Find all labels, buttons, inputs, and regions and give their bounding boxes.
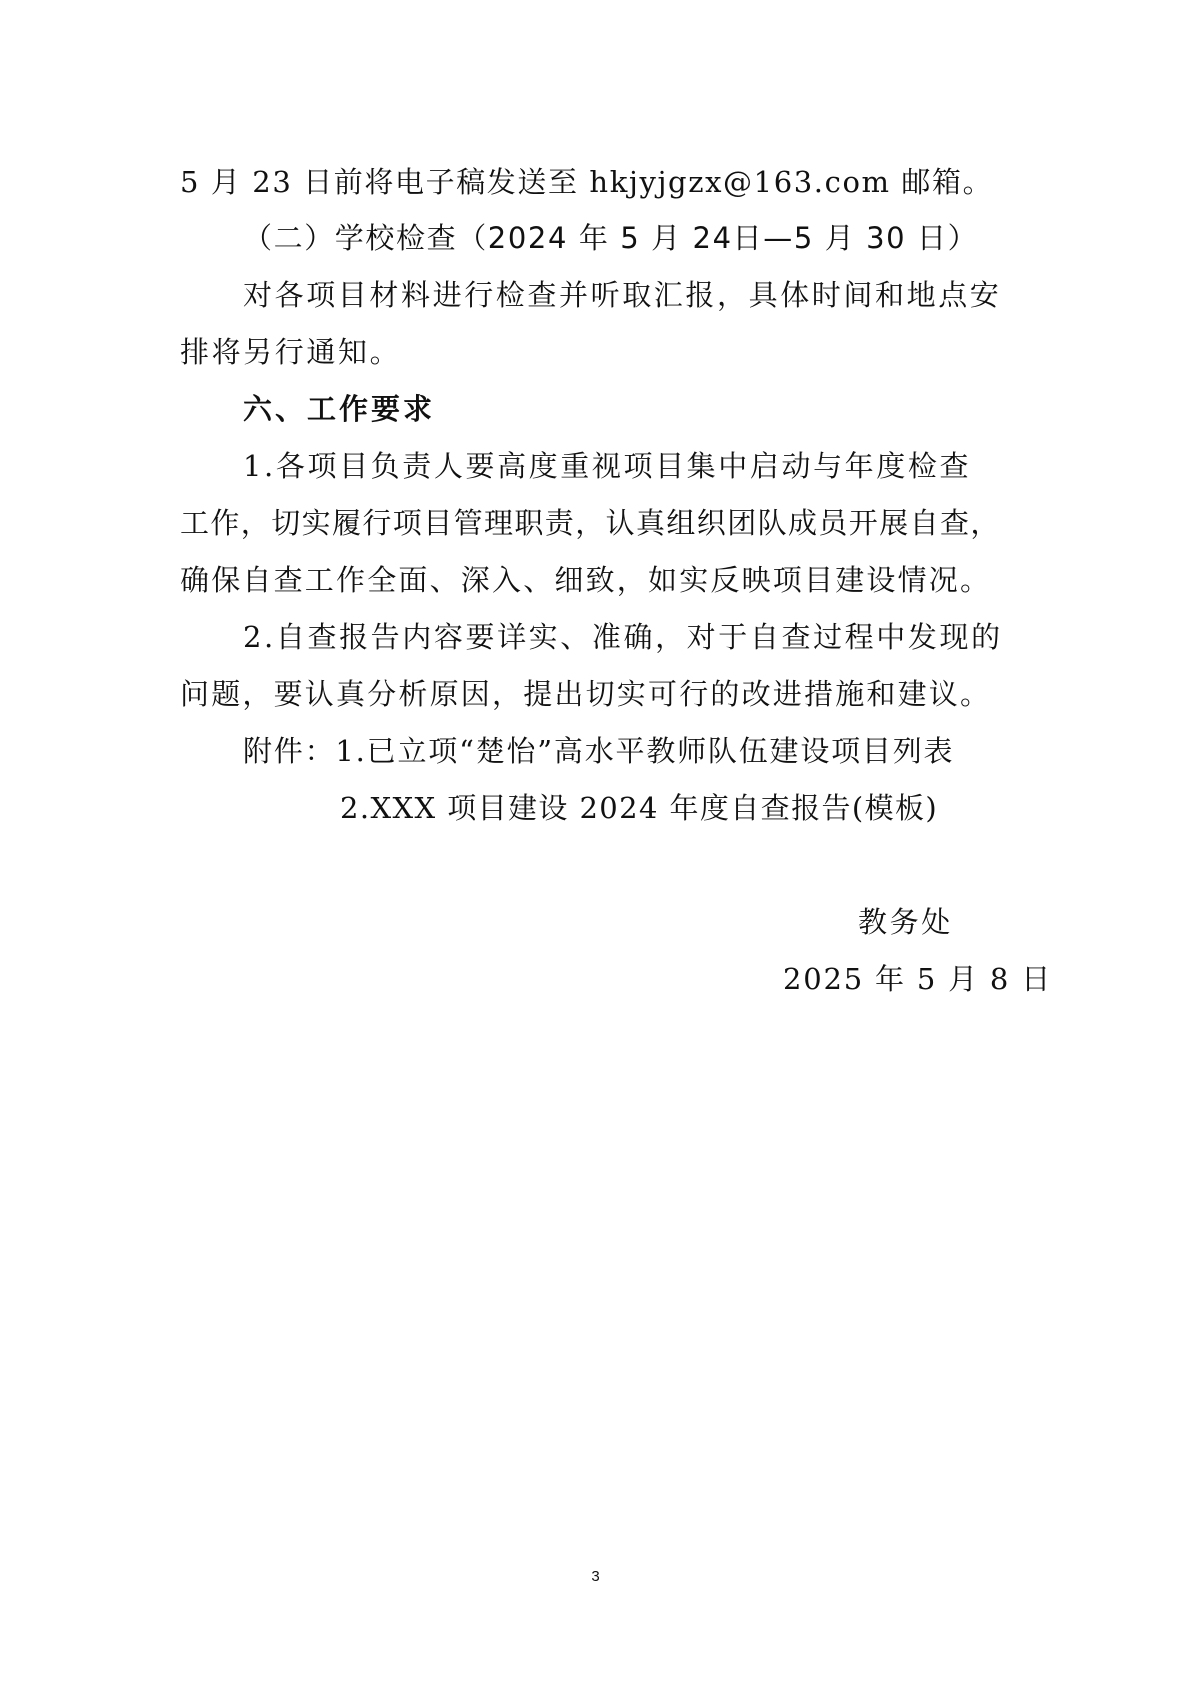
section-heading-work-requirements: 六、工作要求 bbox=[243, 392, 436, 426]
signature-date: 2025 年 5 月 8 日 bbox=[783, 962, 1052, 996]
paragraph-line: 确保自查工作全面、深入、细致，如实反映项目建设情况。 bbox=[180, 563, 992, 597]
paragraph-line: 对各项目材料进行检查并听取汇报，具体时间和地点安 bbox=[243, 278, 1002, 312]
paragraph-line: 1.各项目负责人要高度重视项目集中启动与年度检查 bbox=[243, 449, 972, 483]
attachment-line-1: 附件：1.已立项“楚怡”高水平教师队伍建设项目列表 bbox=[243, 734, 955, 768]
paragraph-line: 排将另行通知。 bbox=[180, 335, 402, 369]
paragraph-line: 问题，要认真分析原因，提出切实可行的改进措施和建议。 bbox=[180, 677, 992, 711]
attachment-line-2: 2.XXX 项目建设 2024 年度自查报告(模板) bbox=[340, 791, 939, 825]
signature-department: 教务处 bbox=[858, 905, 953, 939]
paragraph-line: 工作，切实履行项目管理职责，认真组织团队成员开展自查， bbox=[180, 506, 1001, 540]
paragraph-line: 2.自查报告内容要详实、准确，对于自查过程中发现的 bbox=[243, 620, 1003, 654]
paragraph-line-email: 5 月 23 日前将电子稿发送至 hkjyjgzx@163.com 邮箱。 bbox=[180, 165, 994, 199]
section-heading-school-inspection: （二）学校检查（2024 年 5 月 24日—5 月 30 日） bbox=[243, 221, 979, 255]
page-number: 3 bbox=[591, 1568, 600, 1585]
